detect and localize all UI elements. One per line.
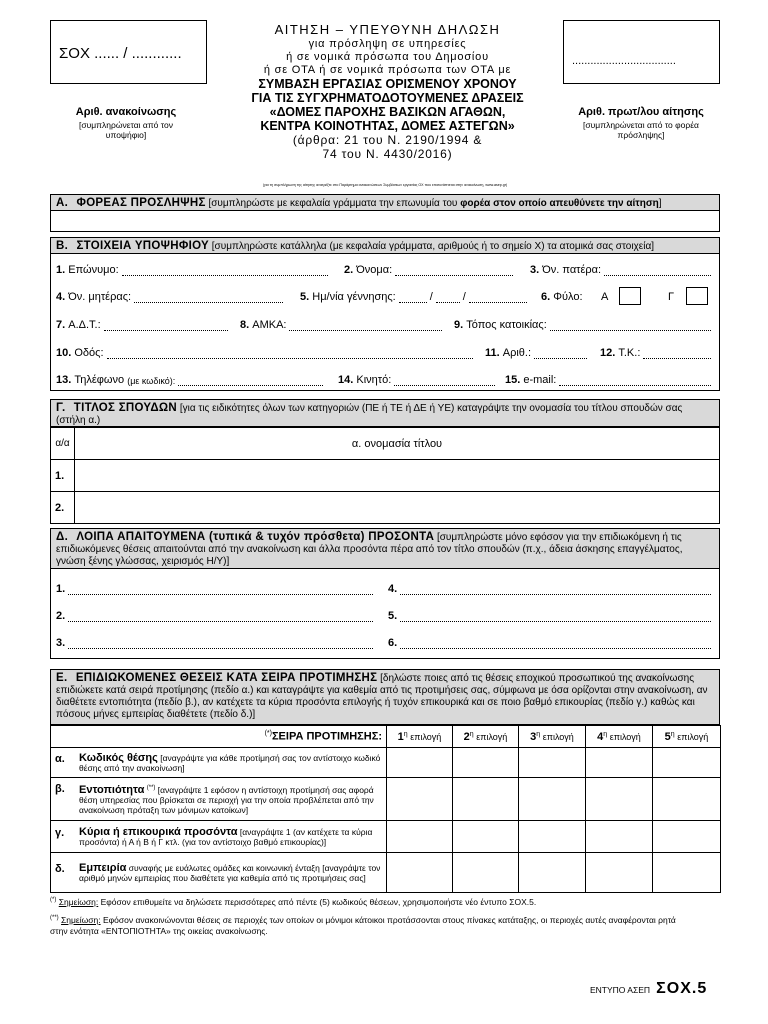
preferences-table bbox=[50, 725, 721, 893]
experience-input-2[interactable] bbox=[453, 853, 519, 893]
email-field[interactable]: 15. e-mail: bbox=[505, 374, 714, 386]
gender-male-label: Α bbox=[601, 291, 609, 303]
gender-female-checkbox[interactable] bbox=[686, 287, 708, 305]
locality-input-2[interactable] bbox=[453, 778, 519, 821]
position-code-row-label: α. Κωδικός θέσης [αναγράψτε για κάθε προτίμησή σας τον αντίστοιχο κωδικό θέσης από την ανακοίνωση] bbox=[51, 748, 387, 778]
form-code: ΕΝΤΥΠΟ ΑΣΕΠ ΣΟΧ.5 bbox=[590, 980, 708, 997]
father-name-field[interactable]: 3. Όν. πατέρα: bbox=[530, 264, 714, 276]
gender-field: 6. Φύλο: bbox=[541, 291, 583, 303]
locality-input-5[interactable] bbox=[653, 778, 721, 821]
qualification-field-2[interactable]: 2. bbox=[56, 610, 376, 622]
qualification-field-6[interactable]: 6. bbox=[388, 637, 714, 649]
choice-header-4: $4^\eta$ επιλογή bbox=[586, 726, 653, 748]
residence-field[interactable]: 9. Τόπος κατοικίας: bbox=[454, 319, 714, 331]
name-field[interactable]: 2. Όνομα: bbox=[344, 264, 516, 276]
protocol-label: Αριθ. πρωτ/λου αίτησης [συμπληρώνεται από το φορέα πρόσληψης] bbox=[578, 106, 704, 140]
choice-header-3: $3^\eta$ επιλογή bbox=[519, 726, 586, 748]
degree-table bbox=[50, 427, 720, 524]
qualification-field-5[interactable]: 5. bbox=[388, 610, 714, 622]
preference-header: (*)ΣΕΙΡΑ ΠΡΟΤΙΜΗΣΗΣ: bbox=[51, 726, 387, 748]
qualification-level-input-3[interactable] bbox=[519, 821, 586, 853]
choice-header-5: $5^\eta$ επιλογή bbox=[653, 726, 721, 748]
protocol-number-box[interactable] bbox=[563, 20, 720, 84]
section-d-header: Δ. ΛΟΙΠΑ ΑΠΑΙΤΟΥΜΕΝΑ (τυπικά & τυχόν πρόσθετα) ΠΡΟΣΟΝΤΑ [συμπληρώστε μόνο εφόσον για την επιδιωκόμενη ή τις επιδιωκόμενες θέσεις απαιτούνται από την ανακοίνωση και άλλα προσόντα πέρα από τον τίτλο σπουδών (π.χ., άδεια άσκησης επαγγέλματος, γνώση ξένης γλώσσας, χειρισμός Η/Υ)] bbox=[50, 528, 720, 569]
fine-print: (για τη συμπλήρωση της αίτησης ανατρέξτε στο Παράρτημα ανακοινώσεων Συμβάσεων εργασίας ΟΧ που επισυνάπτεται στην ανακοίνωση, www.asep.gr) bbox=[262, 183, 508, 187]
locality-row-label: β. Εντοπιότητα (**) [αναγράψτε 1 εφόσον η αντίστοιχη προτίμησή σας αφορά θέση υπηρεσίας που βρίσκεται σε περιοχή για την οποία προβλέπεται από την ανακοίνωση πρόταξη των μόνιμων κατοίκων] bbox=[51, 778, 387, 821]
degree-input-2[interactable] bbox=[75, 492, 720, 524]
phone-field[interactable]: 13. Τηλέφωνο (με κωδικό): bbox=[56, 374, 326, 386]
experience-input-1[interactable] bbox=[387, 853, 453, 893]
position-code-input-3[interactable] bbox=[519, 748, 586, 778]
qualification-level-input-4[interactable] bbox=[586, 821, 653, 853]
employer-input[interactable] bbox=[50, 210, 720, 232]
experience-input-5[interactable] bbox=[653, 853, 721, 893]
degree-input-1[interactable] bbox=[75, 460, 720, 492]
qualification-level-input-1[interactable] bbox=[387, 821, 453, 853]
choice-header-1: $1^\eta$ επιλογή bbox=[387, 726, 453, 748]
postcode-field[interactable]: 12. Τ.Κ.: bbox=[600, 347, 714, 359]
id-card-field[interactable]: 7. Α.Δ.Τ.: bbox=[56, 319, 231, 331]
position-code-input-2[interactable] bbox=[453, 748, 519, 778]
gender-male-checkbox[interactable] bbox=[619, 287, 641, 305]
section-a-header: Α. ΦΟΡΕΑΣ ΠΡΟΣΛΗΨΗΣ [συμπληρώστε με κεφαλαία γράμματα την επωνυμία του φορέα στον οποίο απευθύνετε την αίτηση] bbox=[50, 194, 720, 211]
experience-input-4[interactable] bbox=[586, 853, 653, 893]
choice-header-2: $2^\eta$ επιλογή bbox=[453, 726, 519, 748]
qualification-field-1[interactable]: 1. bbox=[56, 583, 376, 595]
qualification-level-input-5[interactable] bbox=[653, 821, 721, 853]
locality-input-3[interactable] bbox=[519, 778, 586, 821]
mother-name-field[interactable]: 4. Όν. μητέρας: bbox=[56, 291, 286, 303]
qualifications-row-label: γ. Κύρια ή επικουρικά προσόντα [αναγράψτε 1 (αν κατέχετε τα κύρια προσόντα) ή Α ή Β ή Γ κτλ. (για τον αντίστοιχο βαθμό επικουρίας)] bbox=[51, 821, 387, 853]
section-e-header: Ε. ΕΠΙΔΙΩΚΟΜΕΝΕΣ ΘΕΣΕΙΣ ΚΑΤΑ ΣΕΙΡΑ ΠΡΟΤΙΜΗΣΗΣ [δηλώστε ποιες από τις θέσεις εποχικού προσωπικού της ανακοίνωσης επιδιώκετε κατά σειρά προτίμησης (πεδίο α.) και καταγράψτε για καθεμία από τις προτιμήσεις σας, σύμφωνα με όσα ορίζονται στην ανακοίνωση, αν διαθέτετε εντοπιότητα (πεδίο β.), αν κατέχετε τα κύρια προσόντα επιλογής ή τυχόν επικουρικά και σε ποιο βαθμό επικουρίας (πεδίο γ.) καθώς και πόσους μήνες εμπειρίας διαθέτετε (πεδίο δ.)] bbox=[50, 669, 720, 725]
announcement-label: Αριθ. ανακοίνωσης [συμπληρώνεται από τον υποψήφιο] bbox=[75, 106, 177, 140]
amka-field[interactable]: 8. ΑΜΚΑ: bbox=[240, 319, 445, 331]
form-title: ΑΙΤΗΣΗ – ΥΠΕΥΘΥΝΗ ΔΗΛΩΣΗ για πρόσληψη σε υπηρεσίες ή σε νομικά πρόσωπα του Δημοσίου ή σε ΟΤΑ ή σε νομικά πρόσωπα των ΟΤΑ με ΣΥΜΒΑΣΗ ΕΡΓΑΣΙΑΣ ΟΡΙΣΜΕΝΟΥ ΧΡΟΝΟΥ ΓΙΑ ΤΙΣ ΣΥΓΧΡΗΜΑΤΟΔΟΤΟΥΜΕΝΕΣ ΔΡΑΣΕΙΣ «ΔΟΜΕΣ ΠΑΡΟΧΗΣ ΒΑΣΙΚΩΝ ΑΓΑΘΩΝ, ΚΕΝΤΡΑ ΚΟΙΝΟΤΗΤΑΣ, ΔΟΜΕΣ ΑΣΤΕΓΩΝ» (άρθρα: 21 του Ν. 2190/1994 & 74 του Ν. 4430/2016) bbox=[251, 22, 524, 161]
section-c-header: Γ. ΤΙΤΛΟΣ ΣΠΟΥΔΩΝ [για τις ειδικότητες όλων των κατηγοριών (ΠΕ ή ΤΕ ή ΔΕ ή ΥΕ) καταγράψτε την ονομασία του τίτλου σπουδών σας (στήλη α.) bbox=[50, 399, 720, 427]
mobile-field[interactable]: 14. Κινητό: bbox=[338, 374, 498, 386]
row-number: 2. bbox=[51, 492, 75, 524]
qualification-field-4[interactable]: 4. bbox=[388, 583, 714, 595]
announcement-number-field: ΣΟΧ ...... / ............ bbox=[59, 45, 182, 62]
section-b-header: Β. ΣΤΟΙΧΕΙΑ ΥΠΟΨΗΦΙΟΥ [συμπληρώστε κατάλληλα (με κεφαλαία γράμματα, αριθμούς ή το σημείο Χ) τα ατομικά σας στοιχεία] bbox=[50, 237, 720, 254]
experience-row-label: δ. Εμπειρία συναφής με ευάλωτες ομάδες και κοινωνική ένταξη [αναγράψτε τον αριθμό μηνών εμπειρίας που διαθέτετε για καθεμία από τις προτιμήσεις σας] bbox=[51, 853, 387, 893]
position-code-input-5[interactable] bbox=[653, 748, 721, 778]
col-aa: α/α bbox=[51, 428, 75, 460]
surname-field[interactable]: 1. Επώνυμο: bbox=[56, 264, 331, 276]
protocol-number-field: .................................. bbox=[572, 55, 676, 67]
position-code-input-4[interactable] bbox=[586, 748, 653, 778]
position-code-input-1[interactable] bbox=[387, 748, 453, 778]
announcement-number-box[interactable] bbox=[50, 20, 207, 84]
locality-input-4[interactable] bbox=[586, 778, 653, 821]
note-1: (*) Σημείωση: Εφόσον επιθυμείτε να δηλώσετε περισσότερες από πέντε (5) κωδικούς θέσεων, χρησιμοποιήστε νέο έντυπο ΣΟΧ.5. bbox=[50, 896, 537, 907]
experience-input-3[interactable] bbox=[519, 853, 586, 893]
qualification-level-input-2[interactable] bbox=[453, 821, 519, 853]
gender-female-label: Γ bbox=[668, 291, 675, 303]
street-number-field[interactable]: 11. Αριθ.: bbox=[485, 347, 590, 359]
row-number: 1. bbox=[51, 460, 75, 492]
birthdate-field[interactable]: 5. Ημ/νία γέννησης: / / bbox=[300, 291, 530, 303]
qualification-field-3[interactable]: 3. bbox=[56, 637, 376, 649]
note-2: (**) Σημείωση: Εφόσον ανακοινώνονται θέσεις σε περιοχές των οποίων οι μόνιμοι κάτοικοι προτάσσονται στους πίνακες κατάταξης, οι περιοχές αυτές αναφέρονται ρητά στην ενότητα «ΕΝΤΟΠΙΟΤΗΤΑ» της οικείας ανακοίνωσης. bbox=[50, 914, 676, 936]
col-degree-title: α. ονομασία τίτλου bbox=[75, 428, 720, 460]
street-field[interactable]: 10. Οδός: bbox=[56, 347, 476, 359]
locality-input-1[interactable] bbox=[387, 778, 453, 821]
